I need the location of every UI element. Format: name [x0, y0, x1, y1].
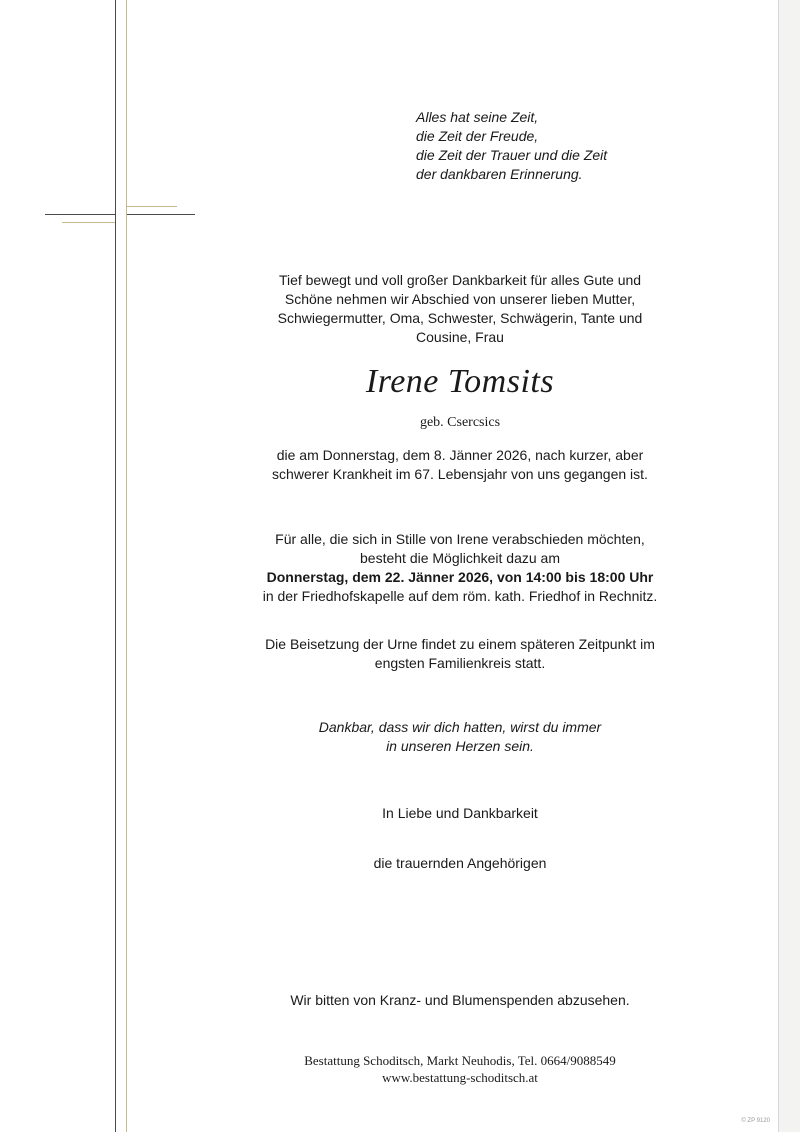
quote-line: der dankbaren Erinnerung. [416, 166, 583, 182]
death-notice [225, 446, 695, 484]
cross-horizontal-left-line [45, 214, 115, 215]
death-line: schwerer Krankheit im 67. Lebensjahr von uns gegangen ist. [272, 466, 648, 482]
farewell-info [225, 530, 695, 606]
opening-quote [416, 108, 736, 184]
quote-line: die Zeit der Trauer und die Zeit [416, 147, 608, 163]
farewell-location: in der Friedhofskapelle auf dem röm. kath. Friedhof in Rechnitz. [262, 588, 658, 604]
intro-line: Schöne nehmen wir Abschied von unserer lieben Mutter, [284, 291, 636, 307]
intro-text [225, 271, 695, 347]
cross-horizontal-left-gold-line [62, 222, 115, 223]
gratitude-quote [225, 718, 695, 756]
burial-line: engsten Familienkreis statt. [374, 655, 546, 671]
cross-horizontal-right-gold-line [127, 206, 177, 207]
cross-vertical-gold-line [126, 0, 127, 1132]
farewell-line: besteht die Möglichkeit dazu am [360, 550, 560, 566]
farewell-date-time: Donnerstag, dem 22. Jänner 2026, von 14:00 bis 18:00 Uhr [266, 569, 654, 585]
funeral-home-contact: Bestattung Schoditsch, Markt Neuhodis, Tel. 0664/9088549 [304, 1053, 616, 1068]
document-id: © ZP 9120 [741, 1118, 770, 1124]
intro-line: Cousine, Frau [416, 329, 504, 345]
cross-horizontal-right-line [127, 214, 195, 215]
burial-line: Die Beisetzung der Urne findet zu einem späteren Zeitpunkt im [265, 636, 655, 652]
death-line: die am Donnerstag, dem 8. Jänner 2026, nach kurzer, aber [276, 447, 644, 463]
burial-notice [225, 635, 695, 673]
intro-line: Tief bewegt und voll großer Dankbarkeit für alles Gute und [278, 272, 642, 288]
cross-vertical-line [115, 0, 116, 1132]
funeral-home-info [225, 1052, 695, 1086]
closing-family: die trauernden Angehörigen [373, 855, 547, 871]
gratitude-line: in unseren Herzen sein. [386, 738, 534, 754]
birth-name: geb. Csercsics [419, 415, 501, 430]
gratitude-line: Dankbar, dass wir dich hatten, wirst du immer [318, 719, 602, 735]
farewell-line: Für alle, die sich in Stille von Irene verabschieden möchten, [275, 531, 645, 547]
closing-love: In Liebe und Dankbarkeit [382, 805, 538, 821]
deceased-name: Irene Tomsits [365, 363, 555, 400]
quote-line: Alles hat seine Zeit, [416, 109, 539, 125]
quote-line: die Zeit der Freude, [416, 128, 539, 144]
funeral-home-website: www.bestattung-schoditsch.at [382, 1070, 538, 1085]
intro-line: Schwiegermutter, Oma, Schwester, Schwägerin, Tante und [277, 310, 643, 326]
flower-request: Wir bitten von Kranz- und Blumenspenden abzusehen. [290, 992, 630, 1008]
